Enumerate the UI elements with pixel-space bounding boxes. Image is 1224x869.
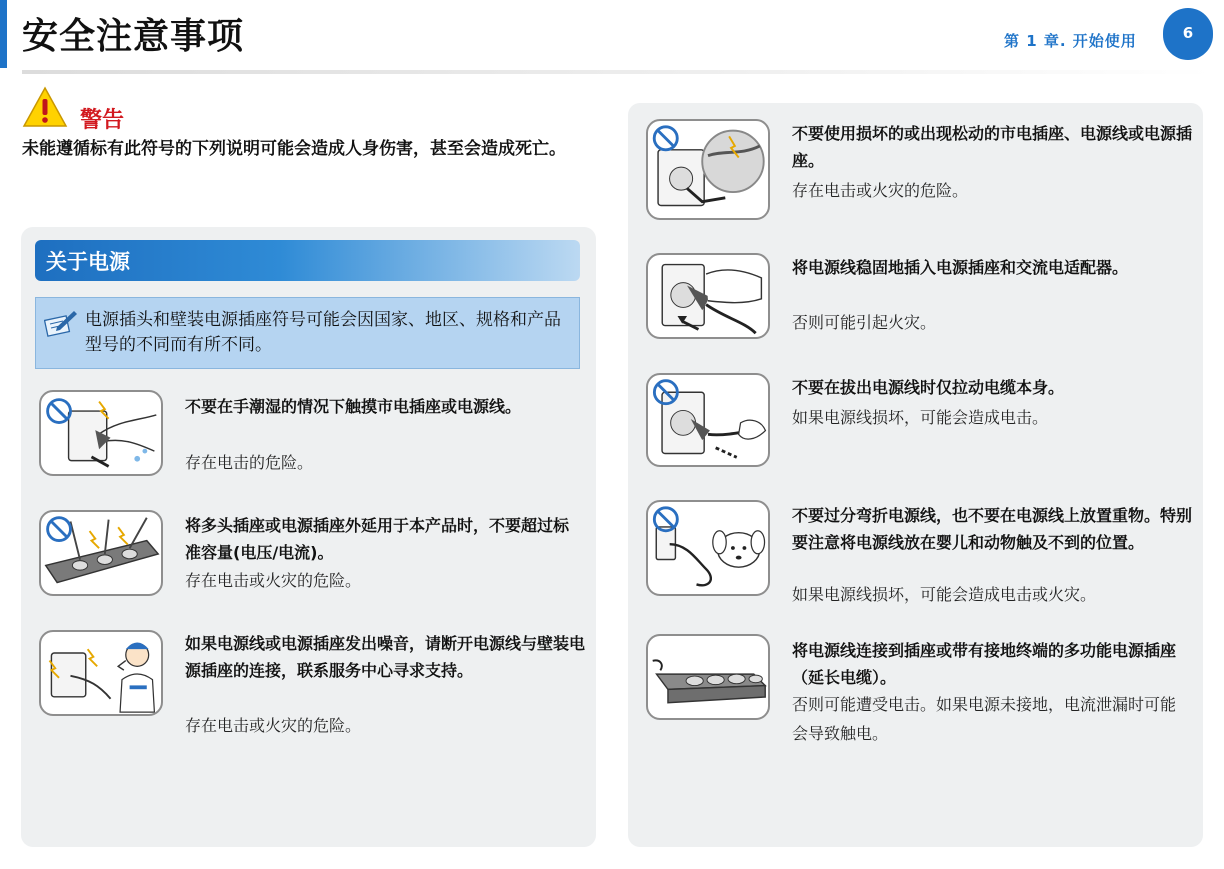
right-item-5-desc: 否则可能遭受电击。如果电源未接地，电流泄漏时可能会导致触电。 [792, 695, 1177, 743]
left-item-2-desc: 存在电击或火灾的危险。 [185, 571, 362, 590]
section-title: 关于电源 [46, 250, 130, 274]
left-item-3-desc: 存在电击或火灾的危险。 [185, 716, 362, 735]
warning-text: 未能遵循标有此符号的下列说明可能会造成人身伤害，甚至会造成死亡。 [22, 139, 566, 159]
right-item-4-title: 不要过分弯折电源线，也不要在电源线上放置重物。特别要注意将电源线放在婴儿和动物触及不到的位置。 [792, 506, 1193, 552]
right-item-2-desc: 否则可能引起火灾。 [792, 313, 937, 332]
grounded-power-strip-icon [646, 634, 770, 720]
overloaded-power-strip-prohibited-icon [39, 510, 163, 596]
page-title: 安全注意事项 [22, 16, 245, 57]
wet-hand-plug-prohibited-icon [39, 390, 163, 476]
damaged-outlet-prohibited-icon [646, 119, 770, 220]
chapter-label: 第 1 章. 开始使用 [1004, 32, 1137, 50]
left-item-1-title: 不要在手潮湿的情况下触摸市电插座或电源线。 [185, 397, 522, 416]
pull-cable-prohibited-icon [646, 373, 770, 467]
note-text: 电源插头和壁装电源插座符号可能会因国家、地区、规格和产品型号的不同而有所不同。 [85, 310, 561, 355]
warning-triangle-icon [22, 86, 68, 128]
left-item-1-desc: 存在电击的危险。 [185, 453, 314, 472]
left-item-3-title: 如果电源线或电源插座发出噪音，请断开电源线与壁装电源插座的连接，联系服务中心寻求支持。 [185, 634, 586, 680]
bent-cord-pet-prohibited-icon [646, 500, 770, 596]
right-item-3-desc: 如果电源线损坏，可能会造成电击。 [792, 408, 1049, 427]
section-header [35, 240, 580, 281]
right-item-1-desc: 存在电击或火灾的危险。 [792, 181, 969, 200]
noisy-outlet-call-service-icon [39, 630, 163, 716]
right-item-1-title: 不要使用损坏的或出现松动的市电插座、电源线或电源插座。 [792, 124, 1193, 170]
warning-title: 警告 [80, 108, 125, 133]
right-item-2-title: 将电源线稳固地插入电源插座和交流电适配器。 [792, 258, 1129, 277]
plug-firmly-icon [646, 253, 770, 339]
right-item-4-desc: 如果电源线损坏，可能会造成电击或火灾。 [792, 585, 1097, 604]
page-number-badge: 6 [1163, 8, 1213, 60]
note-box [35, 297, 580, 369]
page-edge-accent [0, 0, 7, 68]
header-divider [22, 70, 1212, 74]
right-item-3-title: 不要在拔出电源线时仅拉动电缆本身。 [792, 378, 1065, 397]
note-pencil-icon [44, 308, 78, 338]
right-item-5-title: 将电源线连接到插座或带有接地终端的多功能电源插座（延长电缆）。 [792, 641, 1177, 687]
left-item-2-title: 将多头插座或电源插座外延用于本产品时，不要超过标准容量(电压/电流)。 [185, 516, 570, 562]
